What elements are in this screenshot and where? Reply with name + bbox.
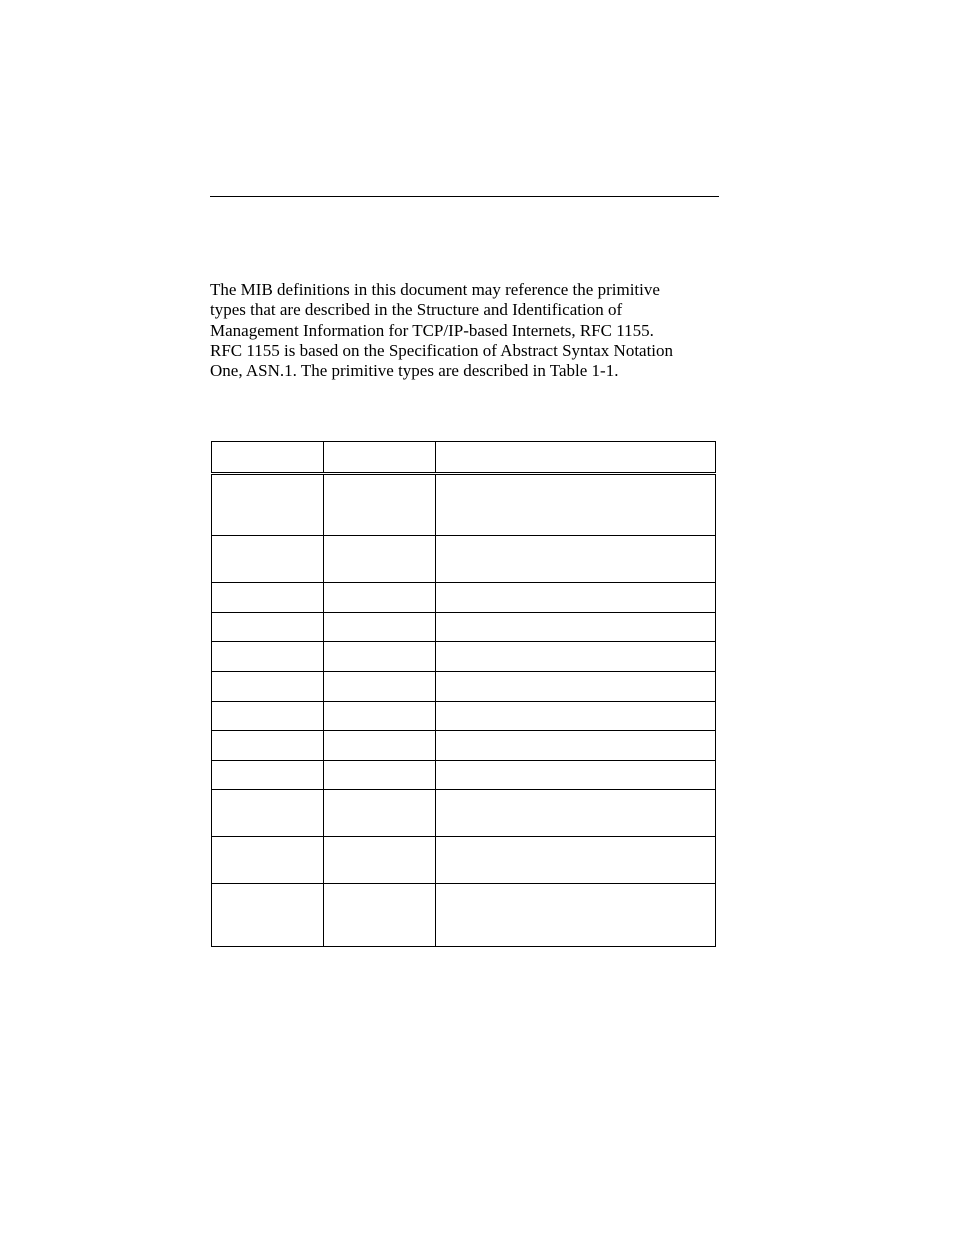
table-cell <box>212 613 324 642</box>
table-row <box>212 474 716 536</box>
table-cell <box>324 731 436 761</box>
table-header-cell <box>212 442 324 474</box>
table-cell <box>436 731 716 761</box>
table-row <box>212 642 716 672</box>
table-cell <box>324 642 436 672</box>
table-cell <box>324 474 436 536</box>
table-cell <box>212 536 324 583</box>
table-cell <box>212 731 324 761</box>
table-cell <box>436 884 716 947</box>
table-header-cell <box>436 442 716 474</box>
table-row <box>212 583 716 613</box>
table-cell <box>212 702 324 731</box>
table-cell <box>324 837 436 884</box>
table-cell <box>212 790 324 837</box>
table-cell <box>436 702 716 731</box>
table-cell <box>324 613 436 642</box>
table-cell <box>212 761 324 790</box>
table-row <box>212 761 716 790</box>
table-cell <box>212 642 324 672</box>
table-cell <box>436 613 716 642</box>
table-cell <box>436 790 716 837</box>
table-cell <box>324 583 436 613</box>
table-header-cell <box>324 442 436 474</box>
table-row <box>212 613 716 642</box>
table-cell <box>436 837 716 884</box>
table-cell <box>212 884 324 947</box>
primitive-types-table <box>211 441 716 947</box>
table-cell <box>436 583 716 613</box>
table-cell <box>212 672 324 702</box>
table-row <box>212 731 716 761</box>
table-cell <box>324 761 436 790</box>
table-row <box>212 837 716 884</box>
table-cell <box>436 761 716 790</box>
table-cell <box>212 474 324 536</box>
table-cell <box>324 672 436 702</box>
table-row <box>212 536 716 583</box>
table-header-row <box>212 442 716 474</box>
table-cell <box>436 536 716 583</box>
table-cell <box>212 837 324 884</box>
table-cell <box>436 642 716 672</box>
table-cell <box>324 536 436 583</box>
intro-paragraph: The MIB definitions in this document may reference the primitive types that are described in the Structure and Identification of Management Information for TCP/IP-based Internets, RFC 1155. RFC 1155 is based on the Specification of Abstract Syntax Notation One, ASN.1. The primitive types are described in Table 1-1. <box>210 280 674 381</box>
table-cell <box>324 790 436 837</box>
table-row <box>212 790 716 837</box>
header-rule <box>210 196 719 197</box>
table-cell <box>324 884 436 947</box>
table-cell <box>324 702 436 731</box>
table-row <box>212 884 716 947</box>
table-cell <box>436 672 716 702</box>
table-cell <box>212 583 324 613</box>
table-cell <box>436 474 716 536</box>
table-row <box>212 702 716 731</box>
table-row <box>212 672 716 702</box>
